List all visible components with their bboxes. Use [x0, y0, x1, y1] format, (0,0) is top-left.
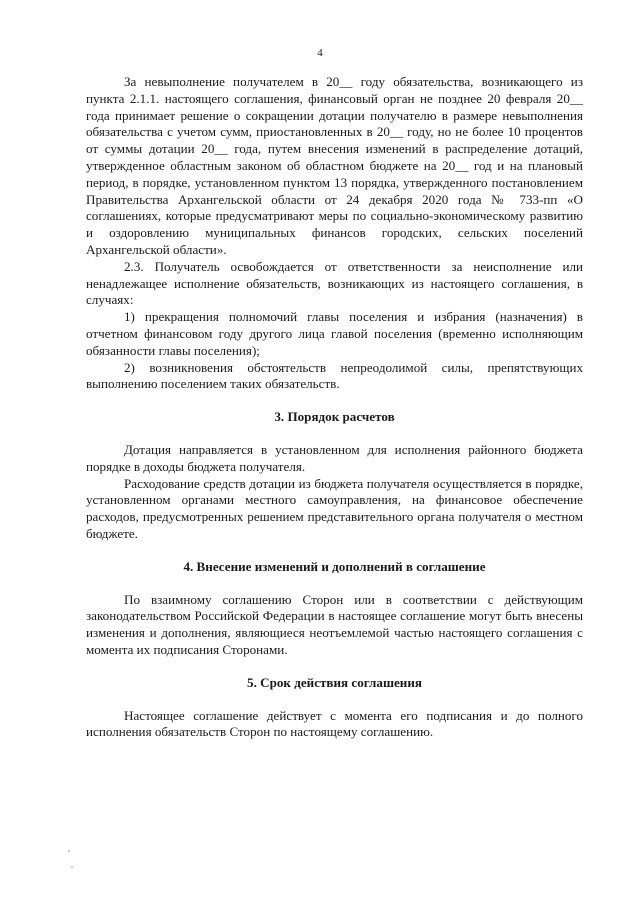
paragraph-subsidy-spending: Расходование средств дотации из бюджета получателя осуществляется в порядке, установленном органами местного самоуправления, на финансовое обеспечение расходов, предусмотренных решением представительного органа получателя о местном бюджете. — [86, 475, 583, 541]
scan-speck — [71, 866, 73, 868]
paragraph-exemption-case-2: 2) возникновения обстоятельств непреодолимой силы, препятствующих выполнению поселением таких обязательств. — [86, 359, 583, 392]
paragraph-exemption-case-1: 1) прекращения полномочий главы поселения и избрания (назначения) в отчетном финансовом году другого лица главой поселения (временно исполняющим обязанности главы поселения); — [86, 309, 583, 358]
paragraph-term: Настоящее соглашение действует с момента его подписания и до полного исполнения обязательств Сторон по настоящему соглашению. — [86, 707, 583, 740]
section-heading-amendments: 4. Внесение изменений и дополнений в соглашение — [183, 558, 486, 574]
paragraph-2-3-exemption: 2.3. Получатель освобождается от ответственности за неисполнение или ненадлежащее исполнение обязательств, возникающих из настоящего соглашения, в случаях: — [86, 258, 583, 308]
scan-speck — [68, 850, 70, 852]
page-number: 4 — [317, 47, 323, 59]
section-heading-term: 5. Срок действия соглашения — [247, 674, 422, 690]
paragraph-violation-penalty: За невыполнение получателем в 20__ году обязательства, возникающего из пункта 2.1.1. настоящего соглашения, финансовый орган не позднее 20 февраля 20__ года принимает решение о сокращении дотации получателю в размере невыполнения обязательства с учетом сумм, приостановленных в 20__ году, но не более 10 процентов от суммы дотации 20__ года, путем внесения изменений в распределение дотаций, утвержденное областным законом об областном бюджете на 20__ год и на плановый период, в порядке, установленном пунктом 13 порядка, утвержденного постановлением Правительства Архангельской области от 24 декабря 2020 года № 733-пп «О соглашениях, которые предусматривают меры по социально-экономическому развитию и оздоровлению муниципальных финансов городских, сельских поселений Архангельской области». — [86, 74, 583, 257]
section-heading-settlement: 3. Порядок расчетов — [274, 409, 395, 425]
document-body — [86, 74, 583, 741]
paragraph-amendments: По взаимному соглашению Сторон или в соответствии с действующим законодательством Российской Федерации в настоящее соглашение могут быть внесены изменения и дополнения, являющиеся неотъемлемой частью настоящего соглашения с момента их подписания Сторонами. — [86, 591, 583, 657]
paragraph-subsidy-direction: Дотация направляется в установленном для исполнения районного бюджета порядке в доходы бюджета получателя. — [86, 441, 583, 474]
